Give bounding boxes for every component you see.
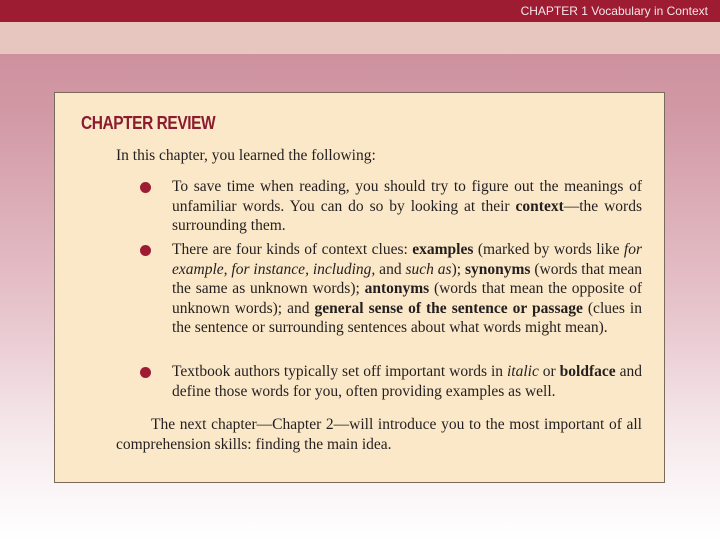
bullet-text: and <box>375 260 406 278</box>
header-bar <box>0 0 720 22</box>
chapter-title: CHAPTER 1 Vocabulary in Context <box>520 4 708 18</box>
bullet-text: Textbook authors typically set off important words in <box>172 363 507 380</box>
bullet-text: (words that mean the opposite of unknown words); and <box>172 280 643 317</box>
bullet-italic-term: italic <box>507 363 539 380</box>
bullet-bold-term: general sense of the sentence or passage <box>314 299 583 317</box>
bullet-icon <box>140 367 151 378</box>
bullet-bold-term: examples <box>412 241 474 258</box>
bullet-text: There are four kinds of context clues: <box>172 241 413 258</box>
bullet-icon <box>140 245 151 256</box>
review-closing: The next chapter—Chapter 2—will introduce you to the most important of all comprehension skills: finding the main idea. <box>116 416 642 453</box>
bullet-bold-term: antonyms <box>364 280 430 297</box>
bullet-text: (words that mean the same as unknown words); <box>172 260 643 297</box>
bullet-bold-term: synonyms <box>464 260 531 278</box>
review-bullet-1 <box>172 177 642 236</box>
bullet-text: (clues in the sentence or surrounding sentences about what words might mean). <box>172 299 642 336</box>
header-band <box>0 22 720 54</box>
bullet-bold-term: context <box>515 197 564 215</box>
bullet-text: and define those words for you, often providing examples as well. <box>172 363 642 400</box>
bullet-text: ); <box>451 260 465 278</box>
bullet-text: —the words surrounding them. <box>172 197 642 234</box>
bullet-text: To save time when reading, you should try to figure out the meanings of unfamiliar words. You can do so by looking at their <box>172 178 642 215</box>
bullet-text: (marked by words like <box>473 241 624 258</box>
review-heading: CHAPTER REVIEW <box>81 113 216 133</box>
bullet-italic-term: for example, for instance, including, <box>172 241 642 278</box>
bullet-icon <box>140 182 151 193</box>
bullet-italic-term: such as <box>405 260 452 278</box>
bullet-bold-term: boldface <box>559 363 616 380</box>
chapter-review-box <box>54 92 665 483</box>
bullet-text: or <box>538 363 560 380</box>
review-intro: In this chapter, you learned the following: <box>116 147 376 164</box>
review-bullet-2 <box>172 240 642 338</box>
review-bullet-3 <box>172 362 642 401</box>
